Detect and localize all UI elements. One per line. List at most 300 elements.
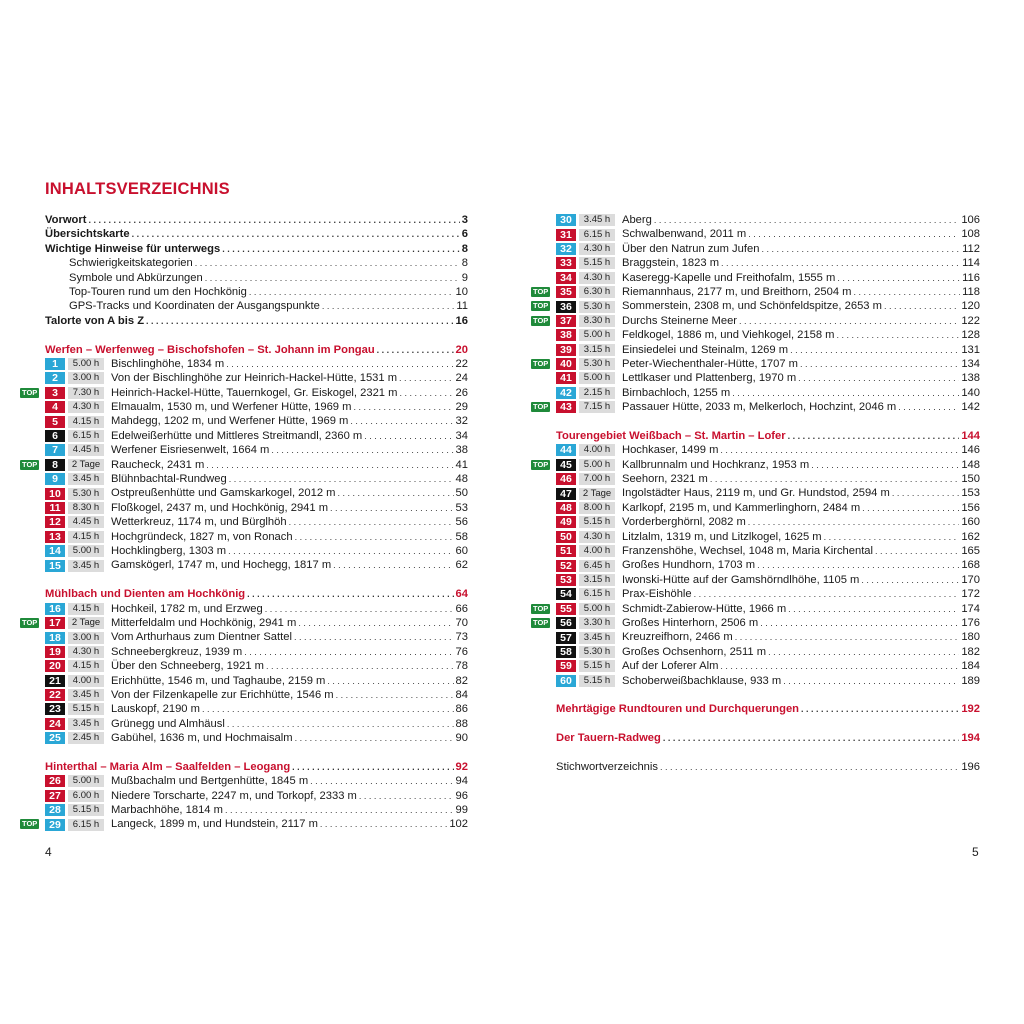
page-number: 58 <box>455 530 468 543</box>
toc-tour-entry[interactable] <box>556 213 980 227</box>
dot-leader <box>350 414 453 428</box>
page-number: 50 <box>455 487 468 500</box>
duration-badge: 4.30 h <box>68 646 104 658</box>
toc-tour-entry[interactable] <box>533 602 980 616</box>
top-badge: TOP <box>533 286 549 296</box>
tour-number-badge: 46 <box>556 473 576 485</box>
toc-tour-entry[interactable] <box>556 515 980 529</box>
toc-tour-entry[interactable] <box>556 501 980 515</box>
page-number: 24 <box>455 372 468 385</box>
dot-leader <box>364 429 453 443</box>
page-number: 162 <box>961 530 980 543</box>
dot-leader <box>206 458 453 472</box>
tour-number-badge: 43 <box>556 401 576 413</box>
dot-leader <box>884 299 959 313</box>
page-number: 11 <box>456 300 468 313</box>
toc-entry[interactable] <box>45 227 468 241</box>
dot-leader <box>800 357 959 371</box>
toc-section-heading[interactable] <box>556 429 980 443</box>
duration-badge: 8.00 h <box>579 502 615 514</box>
toc-entry[interactable] <box>45 271 468 285</box>
duration-badge: 5.00 h <box>579 459 615 471</box>
toc-tour-entry[interactable] <box>22 616 468 630</box>
toc-tour-entry[interactable] <box>45 357 468 371</box>
toc-tour-entry[interactable] <box>556 242 980 256</box>
page-number: 150 <box>961 473 980 486</box>
toc-tour-entry[interactable] <box>45 789 468 803</box>
page-number: 116 <box>962 271 980 284</box>
toc-tour-entry[interactable] <box>45 674 468 688</box>
page-number: 192 <box>961 703 980 716</box>
page-number: 6 <box>461 228 468 241</box>
toc-tour-entry[interactable] <box>533 458 980 472</box>
entry-label: Gamskögerl, 1747 m, und Hochegg, 1817 m <box>111 559 332 572</box>
dot-leader <box>710 472 959 486</box>
duration-badge: 3.15 h <box>579 574 615 586</box>
tour-number-badge: 21 <box>45 675 65 687</box>
toc-tour-entry[interactable] <box>45 688 468 702</box>
dot-leader <box>898 400 959 414</box>
duration-badge: 5.15 h <box>579 516 615 528</box>
toc-entry[interactable] <box>45 242 468 256</box>
page-number: 153 <box>961 487 980 500</box>
dot-leader <box>735 630 960 644</box>
tour-number-badge: 4 <box>45 401 65 413</box>
page-number: 29 <box>455 401 468 414</box>
dot-leader <box>228 544 453 558</box>
dot-leader <box>748 227 959 241</box>
tour-number-badge: 2 <box>45 372 65 384</box>
page-number: 16 <box>455 314 468 327</box>
tour-number-badge: 24 <box>45 718 65 730</box>
entry-label: Feldkogel, 1886 m, und Viehkogel, 2158 m <box>622 329 835 342</box>
page-number: 122 <box>961 314 980 327</box>
dot-leader <box>757 558 959 572</box>
toc-tour-entry[interactable] <box>556 486 980 500</box>
tour-number-badge: 10 <box>45 488 65 500</box>
page-number: 112 <box>962 242 980 255</box>
tour-number-badge: 38 <box>556 329 576 341</box>
toc-tour-entry[interactable] <box>533 299 980 313</box>
dot-leader <box>295 530 454 544</box>
dot-leader <box>788 602 959 616</box>
page-number: 60 <box>455 544 468 557</box>
entry-label: Hochklingberg, 1303 m <box>111 544 227 557</box>
duration-badge: 3.45 h <box>579 214 615 226</box>
page-number: 26 <box>455 386 468 399</box>
page-number: 32 <box>455 415 468 428</box>
entry-label: Schneebergkreuz, 1939 m <box>111 645 243 658</box>
tour-number-badge: 17 <box>45 617 65 629</box>
dot-leader <box>226 357 453 371</box>
tour-number-badge: 23 <box>45 703 65 715</box>
entry-label: Blühnbachtal-Rundweg <box>111 473 227 486</box>
dot-leader <box>837 271 960 285</box>
top-badge: TOP <box>533 603 549 613</box>
entry-label: Hochkeil, 1782 m, und Erzweg <box>111 602 263 615</box>
tour-number-badge: 49 <box>556 516 576 528</box>
dot-leader <box>244 645 453 659</box>
toc-section-heading[interactable] <box>45 587 468 601</box>
entry-label: Hochkaser, 1499 m <box>622 444 719 457</box>
dot-leader <box>399 371 454 385</box>
tour-number-badge: 18 <box>45 632 65 644</box>
toc-tour-entry[interactable] <box>45 501 468 515</box>
entry-label: Großes Hinterhorn, 2506 m <box>622 616 759 629</box>
page-number: 86 <box>455 703 468 716</box>
page-number: 114 <box>962 257 980 270</box>
entry-label: Gabühel, 1636 m, und Hochmaisalm <box>111 732 293 745</box>
toc-tour-entry[interactable] <box>45 774 468 788</box>
top-badge: TOP <box>22 387 38 397</box>
entry-label: Großes Ochsenhorn, 2511 m <box>622 645 767 658</box>
duration-badge: 4.15 h <box>68 416 104 428</box>
page-number: 194 <box>961 732 980 745</box>
duration-badge: 5.00 h <box>579 603 615 615</box>
dot-leader <box>146 314 454 328</box>
toc-tour-entry[interactable] <box>45 400 468 414</box>
entry-label: Riemannhaus, 2177 m, und Breithorn, 2504 m <box>622 285 852 298</box>
entry-label: Heinrich-Hackel-Hütte, Tauernkogel, Gr. Eiskogel, 2321 m <box>111 386 398 399</box>
top-badge: TOP <box>22 617 38 627</box>
dot-leader <box>654 213 959 227</box>
tour-number-badge: 44 <box>556 444 576 456</box>
tour-number-badge: 11 <box>45 502 65 514</box>
page-number: 62 <box>455 559 468 572</box>
entry-label: Birnbachloch, 1255 m <box>622 386 731 399</box>
duration-badge: 6.00 h <box>68 790 104 802</box>
entry-label: Der Tauern-Radweg <box>556 732 661 745</box>
toc-tour-entry[interactable] <box>556 587 980 601</box>
toc-tour-entry[interactable] <box>22 386 468 400</box>
duration-badge: 2 Tage <box>68 617 104 629</box>
entry-label: Schmidt-Zabierow-Hütte, 1966 m <box>622 602 787 615</box>
dot-leader <box>892 486 960 500</box>
page-number: 78 <box>455 660 468 673</box>
entry-label: Kallbrunnalm und Hochkranz, 1953 m <box>622 458 810 471</box>
entry-label: Werfen – Werfenweg – Bischofshofen – St. Johann im Pongau <box>45 343 375 356</box>
toc-tour-entry[interactable] <box>556 558 980 572</box>
dot-leader <box>721 256 960 270</box>
entry-label: Auf der Loferer Alm <box>622 660 719 673</box>
toc-tour-entry[interactable] <box>556 227 980 241</box>
page-number: 96 <box>455 789 468 802</box>
toc-tour-entry[interactable] <box>556 530 980 544</box>
toc-tour-entry[interactable] <box>45 443 468 457</box>
page-number: 120 <box>961 300 980 313</box>
toc-tour-entry[interactable] <box>533 616 980 630</box>
toc-tour-entry[interactable] <box>556 674 980 688</box>
toc-tour-entry[interactable] <box>556 544 980 558</box>
dot-leader <box>229 472 454 486</box>
duration-badge: 4.30 h <box>579 531 615 543</box>
toc-entry[interactable] <box>45 299 468 313</box>
duration-badge: 4.15 h <box>68 531 104 543</box>
page-number: 20 <box>455 343 468 356</box>
page-number: 134 <box>961 357 980 370</box>
page-number: 142 <box>961 401 980 414</box>
toc-section-heading[interactable] <box>45 343 468 357</box>
toc-entry[interactable] <box>45 256 468 270</box>
duration-badge: 5.15 h <box>68 804 104 816</box>
tour-number-badge: 51 <box>556 545 576 557</box>
entry-label: Durchs Steinerne Meer <box>622 314 738 327</box>
toc-tour-entry[interactable] <box>533 314 980 328</box>
duration-badge: 2 Tage <box>579 488 615 500</box>
tour-number-badge: 19 <box>45 646 65 658</box>
entry-label: Floßkogel, 2437 m, und Hochkönig, 2941 m <box>111 501 329 514</box>
tour-number-badge: 59 <box>556 660 576 672</box>
toc-tour-entry[interactable] <box>45 371 468 385</box>
duration-badge: 3.00 h <box>68 372 104 384</box>
duration-badge: 3.45 h <box>68 718 104 730</box>
toc-tour-entry[interactable] <box>45 645 468 659</box>
duration-badge: 8.30 h <box>68 502 104 514</box>
page-number: 53 <box>455 501 468 514</box>
duration-badge: 5.30 h <box>579 301 615 313</box>
tour-number-badge: 5 <box>45 416 65 428</box>
toc-entry[interactable] <box>556 760 980 774</box>
duration-badge: 5.15 h <box>68 703 104 715</box>
dot-leader <box>294 630 454 644</box>
page-number: 41 <box>455 458 468 471</box>
page-number: 174 <box>961 602 980 615</box>
toc-tour-entry[interactable] <box>533 285 980 299</box>
dot-leader <box>748 515 960 529</box>
toc-entry[interactable] <box>45 285 468 299</box>
duration-badge: 3.45 h <box>68 560 104 572</box>
toc-tour-entry[interactable] <box>45 731 468 745</box>
entry-label: Niedere Torscharte, 2247 m, und Torkopf, 2333 m <box>111 789 357 802</box>
toc-section-heading[interactable] <box>45 760 468 774</box>
toc-tour-entry[interactable] <box>45 702 468 716</box>
toc-tour-entry[interactable] <box>45 414 468 428</box>
duration-badge: 3.45 h <box>68 689 104 701</box>
page-number: 128 <box>961 329 980 342</box>
toc-tour-entry[interactable] <box>45 630 468 644</box>
page-number: 146 <box>961 444 980 457</box>
toc-tour-entry[interactable] <box>45 558 468 572</box>
page-number-right: 5 <box>972 845 979 859</box>
toc-section-heading[interactable] <box>556 702 980 716</box>
page-number: 131 <box>961 343 980 356</box>
tour-number-badge: 16 <box>45 603 65 615</box>
page-number: 165 <box>961 544 980 557</box>
tour-number-badge: 36 <box>556 301 576 313</box>
toc-tour-entry[interactable] <box>45 544 468 558</box>
toc-tour-entry[interactable] <box>556 472 980 486</box>
dot-leader <box>327 674 453 688</box>
dot-leader <box>338 486 454 500</box>
tour-number-badge: 40 <box>556 358 576 370</box>
toc-tour-entry[interactable] <box>556 371 980 385</box>
page-number: 182 <box>961 645 980 658</box>
dot-leader <box>694 587 960 601</box>
tour-number-badge: 6 <box>45 430 65 442</box>
toc-tour-entry[interactable] <box>533 400 980 414</box>
dot-leader <box>310 774 453 788</box>
tour-number-badge: 55 <box>556 603 576 615</box>
page-number: 73 <box>455 631 468 644</box>
page-number: 56 <box>455 516 468 529</box>
toc-tour-entry[interactable] <box>45 429 468 443</box>
dot-leader <box>761 242 960 256</box>
toc-tour-entry[interactable] <box>45 717 468 731</box>
toc-tour-entry[interactable] <box>556 256 980 270</box>
toc-tour-entry[interactable] <box>45 515 468 529</box>
entry-label: Wetterkreuz, 1174 m, und Bürglhöh <box>111 516 287 529</box>
toc-tour-entry[interactable] <box>556 386 980 400</box>
tour-number-badge: 29 <box>45 819 65 831</box>
toc-section-heading[interactable] <box>556 731 980 745</box>
dot-leader <box>353 400 453 414</box>
tour-number-badge: 35 <box>556 286 576 298</box>
dot-leader <box>295 731 454 745</box>
entry-label: Talorte von A bis Z <box>45 314 145 327</box>
page-number: 144 <box>961 429 980 442</box>
duration-badge: 4.45 h <box>68 444 104 456</box>
dot-leader <box>862 501 959 515</box>
top-badge: TOP <box>533 358 549 368</box>
toc-tour-entry[interactable] <box>556 659 980 673</box>
duration-badge: 3.15 h <box>579 344 615 356</box>
entry-label: Lauskopf, 2190 m <box>111 703 200 716</box>
entry-label: Schwierigkeitskategorien <box>69 257 193 270</box>
page-number: 168 <box>961 559 980 572</box>
toc-tour-entry[interactable] <box>556 645 980 659</box>
tour-number-badge: 12 <box>45 516 65 528</box>
toc-tour-entry[interactable] <box>556 271 980 285</box>
page-number: 189 <box>961 674 980 687</box>
toc-tour-entry[interactable] <box>556 573 980 587</box>
toc-tour-entry[interactable] <box>45 803 468 817</box>
toc-tour-entry[interactable] <box>45 602 468 616</box>
dot-leader <box>88 213 459 227</box>
dot-leader <box>739 314 959 328</box>
tour-number-badge: 9 <box>45 473 65 485</box>
duration-badge: 6.15 h <box>68 430 104 442</box>
toc-tour-entry[interactable] <box>556 443 980 457</box>
page-number: 90 <box>455 732 468 745</box>
toc-entry[interactable] <box>45 314 468 328</box>
dot-leader <box>660 760 959 774</box>
toc-tour-entry[interactable] <box>45 472 468 486</box>
dot-leader <box>720 443 959 457</box>
dot-leader <box>249 285 454 299</box>
tour-number-badge: 13 <box>45 531 65 543</box>
toc-tour-entry[interactable] <box>22 458 468 472</box>
entry-label: Mußbachalm und Bertgenhütte, 1845 m <box>111 775 309 788</box>
dot-leader <box>801 702 959 716</box>
page-number: 102 <box>449 818 468 831</box>
toc-tour-entry[interactable] <box>45 486 468 500</box>
page-number: 64 <box>455 588 468 601</box>
toc-tour-entry[interactable] <box>45 530 468 544</box>
tour-number-badge: 60 <box>556 675 576 687</box>
toc-tour-entry[interactable] <box>45 659 468 673</box>
entry-label: Mahdegg, 1202 m, und Werfener Hütte, 1969 m <box>111 415 349 428</box>
spacer <box>556 414 980 428</box>
entry-label: Übersichtskarte <box>45 228 130 241</box>
tour-number-badge: 34 <box>556 272 576 284</box>
tour-number-badge: 47 <box>556 488 576 500</box>
entry-label: Mehrtägige Rundtouren und Durchquerungen <box>556 703 800 716</box>
dot-leader <box>788 429 960 443</box>
tour-number-badge: 28 <box>45 804 65 816</box>
page-number: 92 <box>455 760 468 773</box>
dot-leader <box>837 328 960 342</box>
duration-badge: 5.00 h <box>579 372 615 384</box>
duration-badge: 7.30 h <box>68 387 104 399</box>
page-number: 176 <box>961 616 980 629</box>
duration-badge: 5.15 h <box>579 660 615 672</box>
tour-number-badge: 54 <box>556 588 576 600</box>
page-number: 34 <box>455 429 468 442</box>
duration-badge: 5.00 h <box>68 545 104 557</box>
duration-badge: 3.00 h <box>68 632 104 644</box>
dot-leader <box>225 803 454 817</box>
entry-label: Werfener Eisriesenwelt, 1664 m <box>111 444 270 457</box>
page-number: 156 <box>961 501 980 514</box>
top-badge: TOP <box>533 315 549 325</box>
tour-number-badge: 27 <box>45 790 65 802</box>
toc-tour-entry[interactable] <box>533 357 980 371</box>
dot-leader <box>760 616 959 630</box>
toc-tour-entry[interactable] <box>22 817 468 831</box>
toc-tour-entry[interactable] <box>556 328 980 342</box>
entry-label: Großes Hundhorn, 1703 m <box>622 559 756 572</box>
entry-label: Hinterthal – Maria Alm – Saalfelden – Leogang <box>45 760 291 773</box>
toc-tour-entry[interactable] <box>556 343 980 357</box>
top-badge: TOP <box>533 402 549 412</box>
duration-badge: 4.30 h <box>579 272 615 284</box>
dot-leader <box>768 645 959 659</box>
spacer <box>556 717 980 731</box>
entry-label: Ostpreußenhütte und Gamskarkogel, 2012 m <box>111 487 336 500</box>
duration-badge: 3.45 h <box>579 632 615 644</box>
toc-right-column <box>533 213 980 774</box>
duration-badge: 4.00 h <box>579 545 615 557</box>
dot-leader <box>247 587 453 601</box>
spacer <box>45 573 468 587</box>
top-badge: TOP <box>533 301 549 311</box>
dot-leader <box>790 343 959 357</box>
toc-tour-entry[interactable] <box>556 630 980 644</box>
dot-leader <box>359 789 454 803</box>
tour-number-badge: 25 <box>45 732 65 744</box>
entry-label: Sommerstein, 2308 m, und Schönfeldspitze, 2653 m <box>622 300 882 313</box>
page-number: 8 <box>461 242 468 255</box>
tour-number-badge: 22 <box>45 689 65 701</box>
tour-number-badge: 3 <box>45 387 65 399</box>
top-badge: TOP <box>22 459 38 469</box>
tour-number-badge: 33 <box>556 257 576 269</box>
dot-leader <box>333 558 453 572</box>
tour-number-badge: 37 <box>556 315 576 327</box>
entry-label: Einsiedelei und Steinalm, 1269 m <box>622 343 789 356</box>
entry-label: Tourengebiet Weißbach – St. Martin – Lofer <box>556 429 786 442</box>
entry-label: Passauer Hütte, 2033 m, Melkerloch, Hochzint, 2046 m <box>622 401 897 414</box>
toc-entry[interactable] <box>45 213 468 227</box>
page-number: 84 <box>455 688 468 701</box>
page-number: 106 <box>961 214 980 226</box>
tour-number-badge: 8 <box>45 459 65 471</box>
duration-badge: 2.15 h <box>579 387 615 399</box>
page-number: 22 <box>455 357 468 370</box>
duration-badge: 5.30 h <box>68 488 104 500</box>
duration-badge: 6.15 h <box>579 588 615 600</box>
entry-label: Symbole und Abkürzungen <box>69 271 203 284</box>
